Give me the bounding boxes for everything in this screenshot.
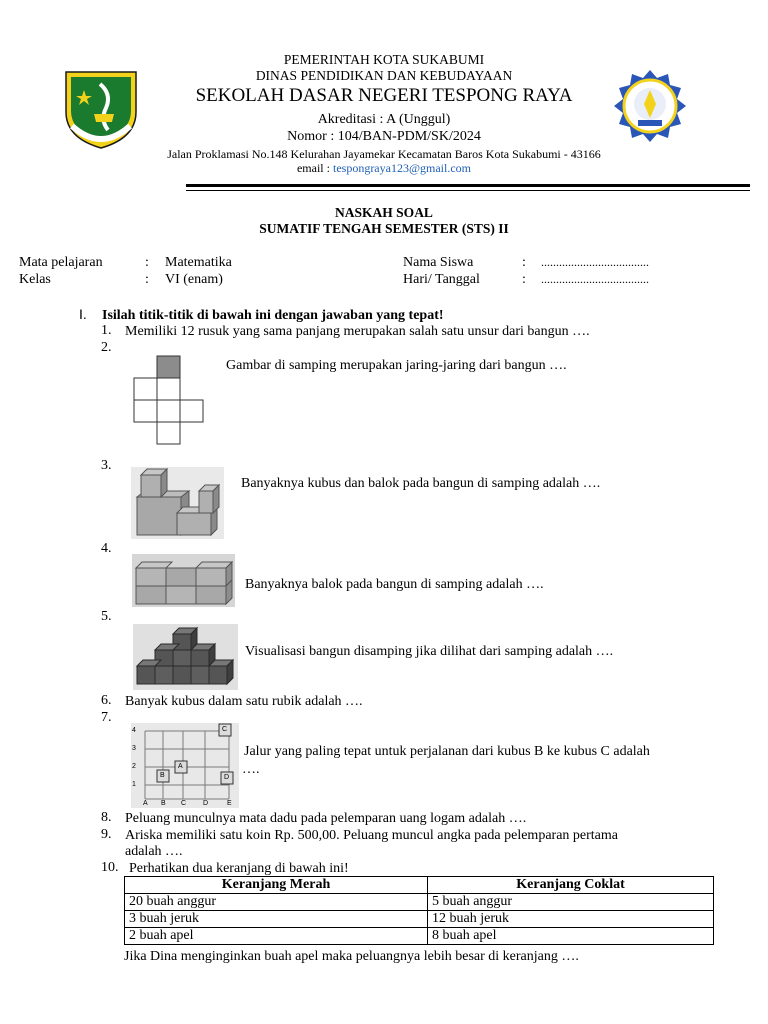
- grid-row-label: 3: [132, 745, 136, 752]
- cube-tower-figure: [133, 624, 238, 690]
- doc-title: NASKAH SOAL: [335, 205, 433, 220]
- question-2-number: 2.: [101, 340, 112, 355]
- question-7-number: 7.: [101, 710, 112, 725]
- question-9-text-line2: adalah ….: [125, 844, 183, 859]
- question-3-number: 3.: [101, 458, 112, 473]
- table-row: [125, 911, 714, 928]
- name-label: Nama Siswa: [403, 255, 474, 270]
- table-cell: 8 buah apel: [428, 928, 714, 945]
- name-colon: :: [522, 255, 526, 270]
- section-instruction: Isilah titik-titik di bawah ini dengan jawaban yang tepat!: [102, 308, 444, 323]
- grid-row-label: 1: [132, 781, 136, 788]
- cubes-and-blocks-figure: [131, 467, 224, 539]
- date-colon: :: [522, 272, 526, 287]
- grid-col-label: C: [181, 800, 187, 807]
- table-cell: 2 buah apel: [125, 928, 428, 945]
- basket-table: [124, 876, 714, 945]
- question-4-number: 4.: [101, 541, 112, 556]
- question-10-followup: Jika Dina menginginkan buah apel maka peluangnya lebih besar di keranjang ….: [124, 949, 579, 964]
- question-9-number: 9.: [101, 827, 112, 842]
- class-label: Kelas: [19, 272, 51, 287]
- grid-col-label: A: [143, 800, 148, 807]
- table-cell: 20 buah anggur: [125, 894, 428, 911]
- question-10-number: 10.: [101, 860, 119, 875]
- question-8-text: Peluang munculnya mata dadu pada pelemparan uang logam adalah ….: [125, 811, 527, 826]
- cube-c-label: C: [222, 726, 228, 733]
- table-cell: 5 buah anggur: [428, 894, 714, 911]
- table-header-row: [125, 877, 714, 894]
- question-7-text-line2: ….: [242, 762, 260, 777]
- header-accreditation: Akreditasi : A (Unggul): [317, 112, 451, 127]
- question-2-text: Gambar di samping merupakan jaring-jaring dari bangun ….: [226, 358, 567, 373]
- class-value: VI (enam): [165, 272, 223, 287]
- name-field[interactable]: ....................................: [541, 255, 649, 269]
- question-7-text-line1: Jalur yang paling tepat untuk perjalanan dari kubus B ke kubus C adalah: [244, 744, 650, 759]
- grid-row-label: 4: [132, 727, 136, 734]
- email-link[interactable]: tespongraya123@gmail.com: [332, 161, 472, 175]
- table-header-brown-basket: Keranjang Coklat: [428, 877, 714, 894]
- table-row: [125, 894, 714, 911]
- header-government: PEMERINTAH KOTA SUKABUMI: [283, 52, 485, 67]
- date-label: Hari/ Tanggal: [403, 272, 480, 287]
- email-label: email :: [296, 161, 333, 175]
- question-6-text: Banyak kubus dalam satu rubik adalah ….: [125, 694, 363, 709]
- question-8-number: 8.: [101, 810, 112, 825]
- grid-path-figure: [131, 723, 239, 808]
- question-1-text: Memiliki 12 rusuk yang sama panjang merupakan salah satu unsur dari bangun ….: [125, 324, 590, 339]
- doc-subtitle: SUMATIF TENGAH SEMESTER (STS) II: [259, 221, 509, 236]
- grid-col-label: B: [161, 800, 166, 807]
- date-field[interactable]: ....................................: [541, 272, 649, 286]
- header-school-name: SEKOLAH DASAR NEGERI TESPONG RAYA: [195, 85, 573, 106]
- cube-net-figure: [132, 354, 204, 448]
- header-address: Jalan Proklamasi No.148 Kelurahan Jayamekar Kecamatan Baros Kota Sukabumi - 43166: [167, 147, 601, 161]
- table-cell: 12 buah jeruk: [428, 911, 714, 928]
- grid-row-label: 2: [132, 763, 136, 770]
- subject-colon: :: [145, 255, 149, 270]
- question-3-text: Banyaknya kubus dan balok pada bangun di samping adalah ….: [241, 476, 601, 491]
- header-divider-thick: [186, 184, 750, 187]
- grid-col-label: D: [203, 800, 209, 807]
- header-email-line: [0, 161, 768, 176]
- question-9-text-line1: Ariska memiliki satu koin Rp. 500,00. Peluang muncul angka pada pelemparan pertama: [125, 828, 618, 843]
- cube-a-label: A: [178, 763, 183, 770]
- question-5-number: 5.: [101, 609, 112, 624]
- question-1-number: 1.: [101, 323, 112, 338]
- cube-b-label: B: [160, 772, 165, 779]
- subject-value: Matematika: [165, 255, 232, 270]
- grid-col-label: E: [227, 800, 232, 807]
- header-decree-number: Nomor : 104/BAN-PDM/SK/2024: [287, 129, 481, 144]
- question-6-number: 6.: [101, 693, 112, 708]
- table-row: [125, 928, 714, 945]
- class-colon: :: [145, 272, 149, 287]
- table-cell: 3 buah jeruk: [125, 911, 428, 928]
- question-4-text: Banyaknya balok pada bangun di samping adalah ….: [245, 577, 544, 592]
- question-5-text: Visualisasi bangun disamping jika dilihat dari samping adalah ….: [245, 644, 614, 659]
- question-10-text: Perhatikan dua keranjang di bawah ini!: [129, 861, 349, 876]
- table-header-red-basket: Keranjang Merah: [125, 877, 428, 894]
- header-department: DINAS PENDIDIKAN DAN KEBUDAYAAN: [255, 68, 513, 83]
- section-numeral: I.: [79, 306, 87, 322]
- cube-d-label: D: [224, 774, 230, 781]
- subject-label: Mata pelajaran: [19, 255, 103, 270]
- stacked-blocks-figure: [132, 554, 235, 607]
- header-divider-thin: [186, 190, 750, 191]
